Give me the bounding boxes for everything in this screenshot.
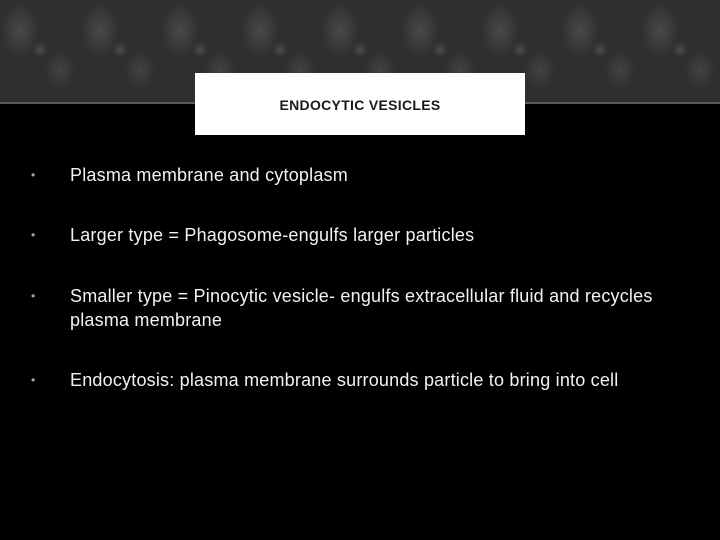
- bullet-text: Endocytosis: plasma membrane surrounds particle to bring into cell: [70, 370, 619, 390]
- bullet-icon: •: [31, 228, 36, 242]
- list-item: [28, 368, 668, 392]
- bullet-icon: •: [31, 373, 36, 387]
- bullet-icon: •: [31, 289, 36, 303]
- slide-title: ENDOCYTIC VESICLES: [279, 97, 441, 113]
- list-item: [28, 163, 668, 187]
- list-item: [28, 284, 668, 332]
- list-item: [28, 223, 668, 247]
- bullet-text: Smaller type = Pinocytic vesicle- engulfs extracellular fluid and recycles plasma membrane: [70, 286, 653, 330]
- bullet-icon: •: [31, 168, 36, 182]
- bullet-text: Plasma membrane and cytoplasm: [70, 165, 348, 185]
- bullet-text: Larger type = Phagosome-engulfs larger particles: [70, 225, 475, 245]
